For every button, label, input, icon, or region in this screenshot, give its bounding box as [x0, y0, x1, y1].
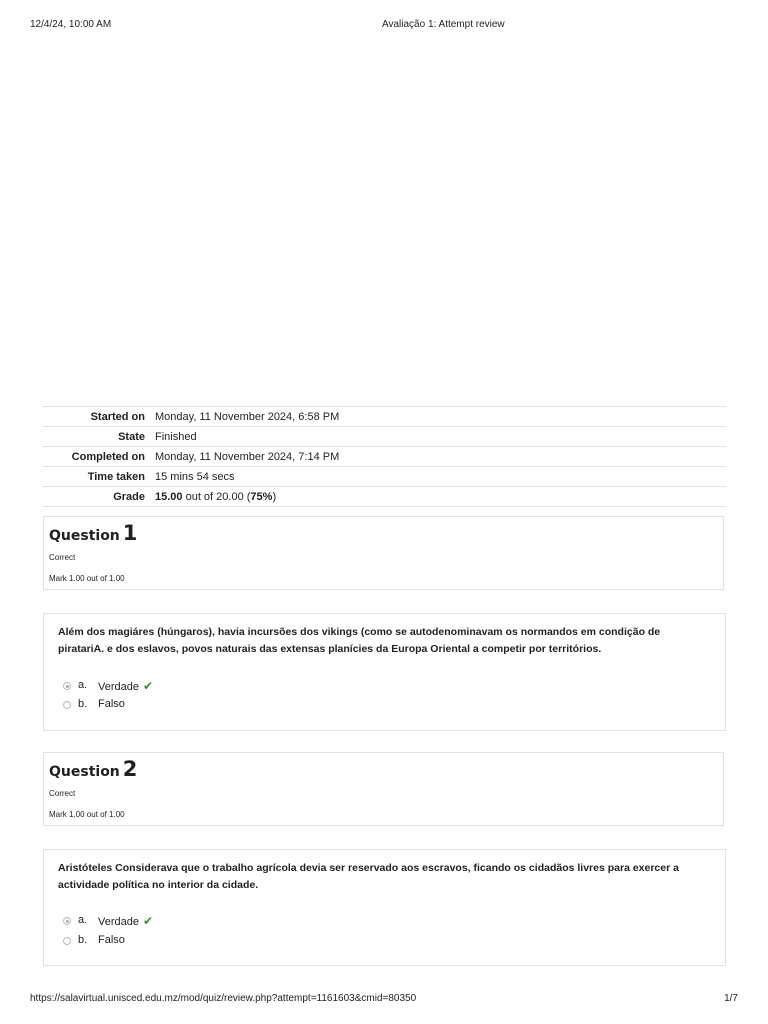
grade-value	[150, 487, 726, 507]
question-1-info	[43, 516, 724, 590]
question-1-content	[43, 613, 726, 731]
grade-score: 15.00	[155, 490, 183, 503]
page-number: 1/7	[724, 993, 738, 1004]
question-prompt: Aristóteles Considerava que o trabalho agrícola devia ser reservado aos escravos, ficando os cidadãos livres para exercer a actividade política no interior da cidade.	[58, 862, 679, 891]
question-state: Correct	[49, 553, 76, 562]
summary-label: Completed on	[43, 447, 150, 467]
attempt-summary-table	[43, 406, 726, 507]
check-icon: ✔	[142, 914, 154, 928]
radio-icon[interactable]	[63, 682, 71, 690]
summary-row	[43, 487, 726, 507]
answer-text: Verdade	[98, 681, 139, 693]
summary-label: State	[43, 427, 150, 447]
question-number	[49, 757, 137, 781]
radio-icon[interactable]	[63, 701, 71, 709]
print-footer	[30, 993, 738, 1007]
question-2-info	[43, 752, 724, 826]
answer-text: Verdade	[98, 916, 139, 928]
answer-letter: b.	[78, 934, 88, 946]
answer-text: Falso	[98, 698, 125, 710]
question-grade: Mark 1.00 out of 1.00	[49, 574, 125, 583]
print-header	[30, 19, 738, 33]
answer-text: Falso	[98, 934, 125, 946]
radio-icon[interactable]	[63, 937, 71, 945]
print-url: https://salavirtual.unisced.edu.mz/mod/quiz/review.php?attempt=1161603&cmid=80350	[30, 993, 417, 1004]
summary-value: Finished	[150, 427, 726, 447]
grade-percent: 75%	[250, 490, 273, 503]
question-label: Question	[49, 528, 120, 544]
grade-close: )	[272, 490, 277, 503]
radio-icon[interactable]	[63, 917, 71, 925]
question-label: Question	[49, 764, 120, 780]
question-number	[49, 521, 137, 545]
summary-row	[43, 427, 726, 447]
check-icon: ✔	[142, 679, 154, 693]
answer-letter: a.	[78, 914, 88, 926]
print-title: Avaliação 1: Attempt review	[382, 19, 505, 30]
question-number-value: 1	[122, 521, 138, 545]
summary-row	[43, 467, 726, 487]
print-date: 12/4/24, 10:00 AM	[30, 19, 112, 30]
answer-letter: a.	[78, 679, 88, 691]
summary-label: Time taken	[43, 467, 150, 487]
question-state: Correct	[49, 789, 76, 798]
question-grade: Mark 1.00 out of 1.00	[49, 810, 125, 819]
summary-row	[43, 447, 726, 467]
question-2-content	[43, 849, 726, 966]
question-number-value: 2	[122, 757, 138, 781]
summary-value: Monday, 11 November 2024, 7:14 PM	[150, 447, 726, 467]
grade-out-of: out of 20.00 (	[182, 490, 251, 503]
summary-row	[43, 407, 726, 427]
summary-label: Grade	[43, 487, 150, 507]
summary-value: Monday, 11 November 2024, 6:58 PM	[150, 407, 726, 427]
question-prompt: Além dos magiáres (húngaros), havia incursões dos vikings (como se autodenominavam os normandos em condição de piratariA. e dos eslavos, povos naturais das extensas planícies da Europa Oriental a competir por territórios.	[58, 626, 661, 655]
summary-label: Started on	[43, 407, 150, 427]
answer-letter: b.	[78, 698, 88, 710]
summary-value: 15 mins 54 secs	[150, 467, 726, 487]
